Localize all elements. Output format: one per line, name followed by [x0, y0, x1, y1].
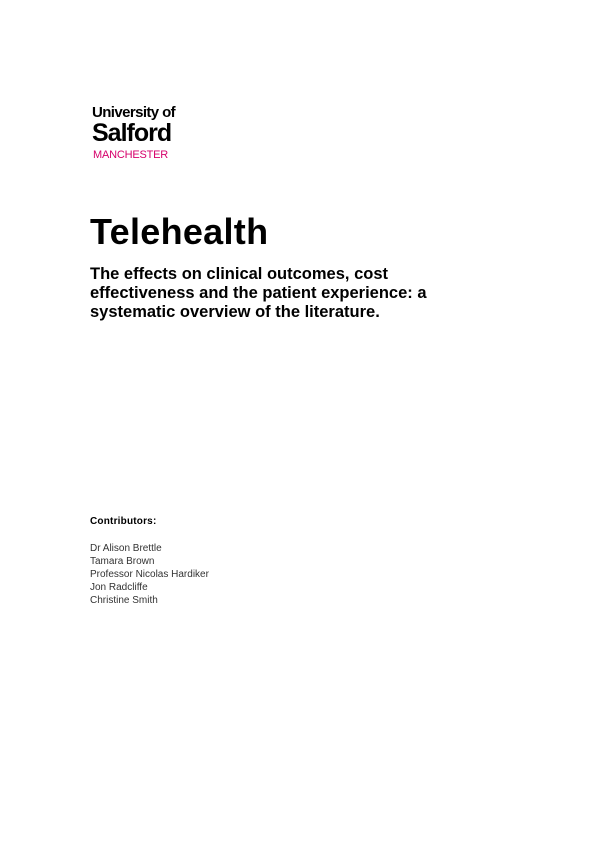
- document-title: Telehealth: [90, 211, 269, 252]
- subtitle-line: effectiveness and the patient experience: a: [90, 284, 427, 302]
- contributor-name: Professor Nicolas Hardiker: [90, 569, 209, 580]
- contributors-list: [90, 542, 209, 607]
- contributor-name: Jon Radcliffe: [90, 582, 148, 593]
- contributor-name: Dr Alison Brettle: [90, 543, 162, 554]
- contributor-name: Tamara Brown: [90, 556, 155, 567]
- logo-salford: Salford: [92, 119, 172, 147]
- logo-manchester: MANCHESTER: [93, 149, 169, 161]
- contributor-name: Christine Smith: [90, 595, 158, 606]
- logo-university-of: University of: [92, 104, 176, 121]
- document-subtitle: [90, 265, 490, 322]
- subtitle-line: systematic overview of the literature.: [90, 303, 380, 321]
- contributors-heading: Contributors:: [90, 516, 157, 527]
- university-logo: [92, 104, 202, 162]
- subtitle-line: The effects on clinical outcomes, cost: [90, 265, 388, 283]
